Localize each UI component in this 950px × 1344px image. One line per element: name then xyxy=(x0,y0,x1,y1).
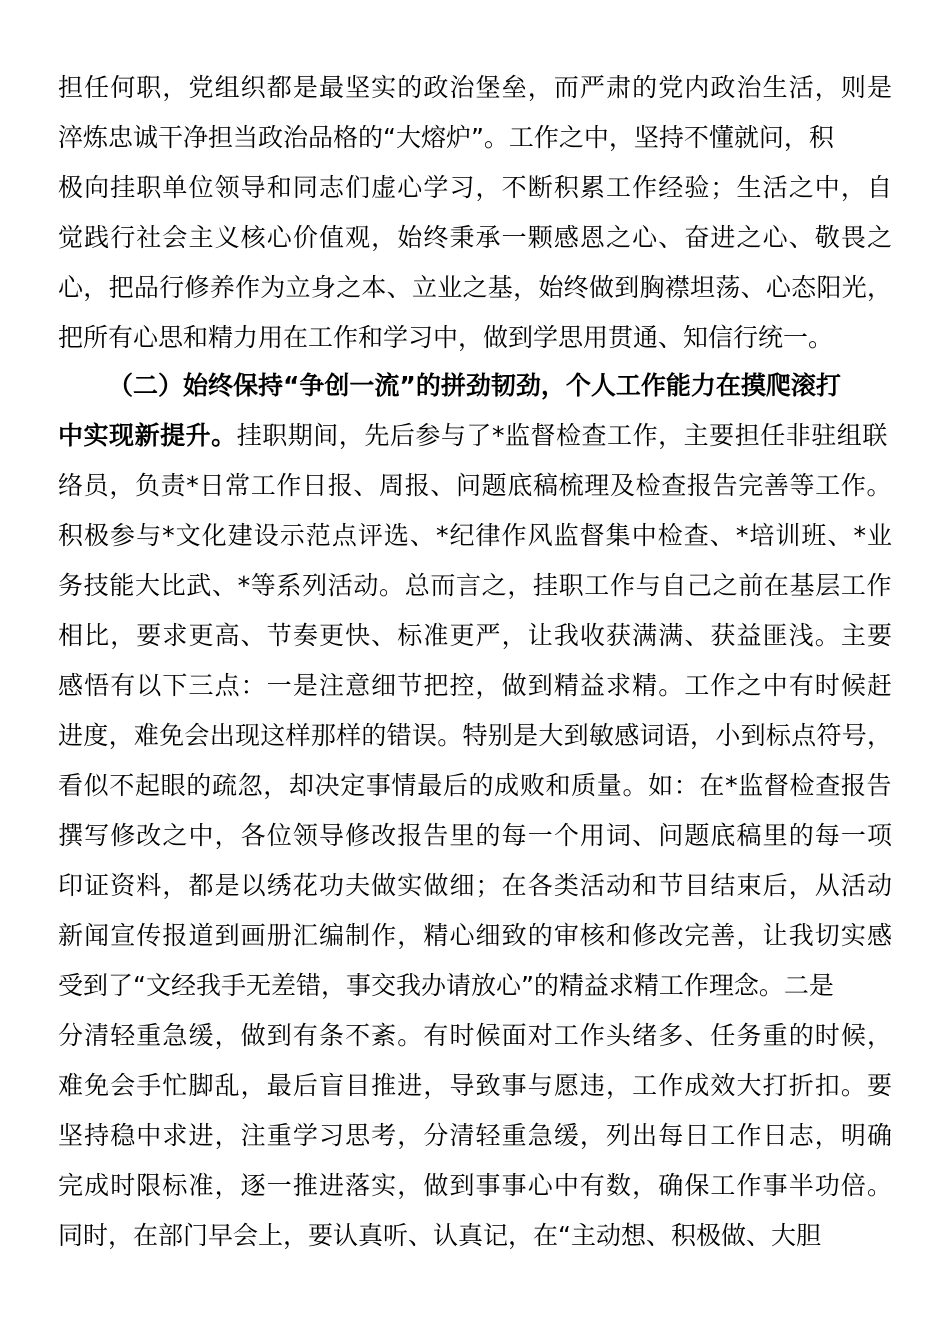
text-line: 分清轻重急缓，做到有条不紊。有时候面对工作头绪多、任务重的时候， xyxy=(58,1021,894,1050)
text-line: 坚持稳中求进，注重学习思考，分清轻重急缓，列出每日工作日志，明确 xyxy=(58,1121,894,1150)
text-line: 务技能大比武、*等系列活动。总而言之，挂职工作与自己之前在基层工作 xyxy=(58,571,893,600)
text-line: 心，把品行修养作为立身之本、立业之基，始终做到胸襟坦荡、心态阳光， xyxy=(58,273,893,302)
text-line-body: 挂职期间，先后参与了*监督检查工作，主要担任非驻组联 xyxy=(236,421,888,450)
text-line: 积极参与*文化建设示范点评选、*纪律作风监督集中检查、*培训班、*业 xyxy=(58,521,894,550)
text-line: 进度，难免会出现这样那样的错误。特别是大到敏感词语，小到标点符号， xyxy=(58,721,893,750)
section-heading: （二）始终保持“争创一流”的拼劲韧劲，个人工作能力在摸爬滚打 xyxy=(108,371,841,400)
text-line: 感悟有以下三点：一是注意细节把控，做到精益求精。工作之中有时候赶 xyxy=(58,671,894,700)
text-line: 络员，负责*日常工作日报、周报、问题底稿梳理及检查报告完善等工作。 xyxy=(58,471,893,500)
text-line: 完成时限标准，逐一推进落实，做到事事心中有数，确保工作事半功倍。 xyxy=(58,1171,894,1200)
text-line: 撰写修改之中，各位领导修改报告里的每一个用词、问题底稿里的每一项 xyxy=(58,821,894,850)
text-line: 受到了“文经我手无差错，事交我办请放心”的精益求精工作理念。二是 xyxy=(58,971,834,1000)
text-line: 印证资料，都是以绣花功夫做实做细；在各类活动和节目结束后，从活动 xyxy=(58,871,894,900)
text-line: 把所有心思和精力用在工作和学习中，做到学思用贯通、知信行统一。 xyxy=(58,323,834,352)
text-line: 极向挂职单位领导和同志们虚心学习，不断积累工作经验；生活之中，自 xyxy=(58,173,894,202)
text-line: 担任何职，党组织都是最坚实的政治堡垒，而严肃的党内政治生活，则是 xyxy=(58,73,894,102)
text-line: 同时，在部门早会上，要认真听、认真记，在“主动想、积极做、大胆 xyxy=(58,1221,821,1250)
text-line: 相比，要求更高、节奏更快、标准更严，让我收获满满、获益匪浅。主要 xyxy=(58,621,894,650)
text-line: 难免会手忙脚乱，最后盲目推进，导致事与愿违，工作成效大打折扣。要 xyxy=(58,1071,894,1100)
text-line: 看似不起眼的疏忽，却决定事情最后的成败和质量。如：在*监督检查报告 xyxy=(58,771,893,800)
section-heading-continuation: 中实现新提升。 xyxy=(58,421,237,450)
text-line: 觉践行社会主义核心价值观，始终秉承一颗感恩之心、奋进之心、敬畏之 xyxy=(58,223,894,252)
text-line xyxy=(58,416,888,456)
text-line: 新闻宣传报道到画册汇编制作，精心细致的审核和修改完善，让我切实感 xyxy=(58,921,894,950)
text-line: 淬炼忠诚干净担当政治品格的“大熔炉”。工作之中，坚持不懂就问，积 xyxy=(58,123,834,152)
